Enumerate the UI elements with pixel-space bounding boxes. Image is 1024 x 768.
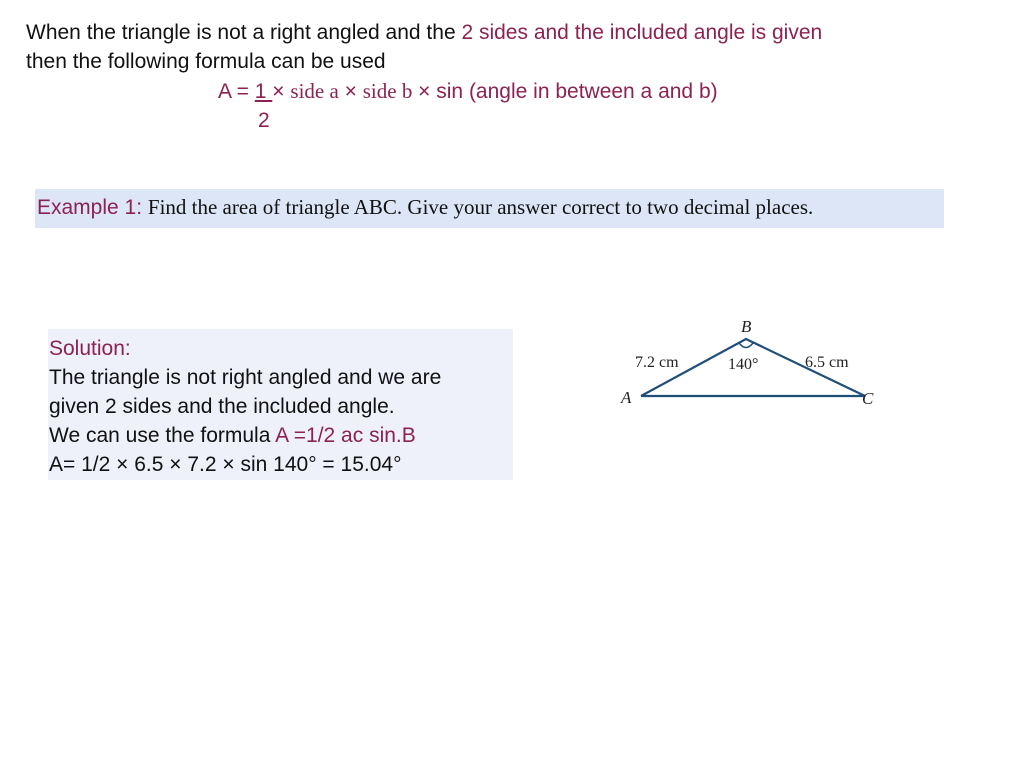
vertex-b-label: B	[741, 317, 752, 336]
formula-denominator: 2	[258, 109, 270, 132]
intro-text	[26, 18, 822, 76]
solution-heading: Solution:	[49, 337, 131, 360]
solution-formula: A =1/2 ac sin.B	[275, 424, 416, 447]
example-label: Example 1:	[37, 196, 148, 219]
formula-side-b: side b	[362, 79, 413, 103]
vertex-c-label: C	[862, 389, 874, 408]
angle-b-label: 140°	[728, 356, 759, 373]
intro-line-2: then the following formula can be used	[26, 50, 386, 73]
formula-side-a: side a	[290, 79, 339, 103]
solution-line-4: A= 1/2 × 6.5 × 7.2 × sin 140° = 15.04°	[49, 453, 402, 476]
example-text	[37, 195, 813, 220]
vertex-a-label: A	[621, 388, 632, 407]
formula-times-1: ×	[272, 80, 291, 103]
solution-line-2: given 2 sides and the included angle.	[49, 395, 395, 418]
solution-text	[49, 334, 441, 479]
example-question: Find the area of triangle ABC. Give your answer correct to two decimal places.	[147, 195, 814, 219]
formula-times-2: ×	[338, 80, 363, 103]
intro-highlight: 2 sides and the included angle is given	[461, 21, 823, 44]
formula-numerator: 1	[254, 80, 273, 103]
intro-line-1-text: When the triangle is not a right angled and the	[26, 21, 462, 44]
solution-line-1: The triangle is not right angled and we are	[49, 366, 442, 389]
triangle-diagram	[615, 312, 885, 412]
intro-line-1	[26, 18, 822, 47]
solution-line-3	[49, 421, 441, 450]
formula-prefix: A =	[218, 80, 255, 103]
solution-line-3-text: We can use the formula	[49, 424, 276, 447]
side-ab-label: 7.2 cm	[635, 354, 679, 371]
side-bc-label: 6.5 cm	[805, 354, 849, 371]
formula-rest: × sin (angle in between a and b)	[412, 80, 718, 103]
angle-b-arc	[739, 343, 753, 348]
area-formula	[218, 77, 718, 106]
